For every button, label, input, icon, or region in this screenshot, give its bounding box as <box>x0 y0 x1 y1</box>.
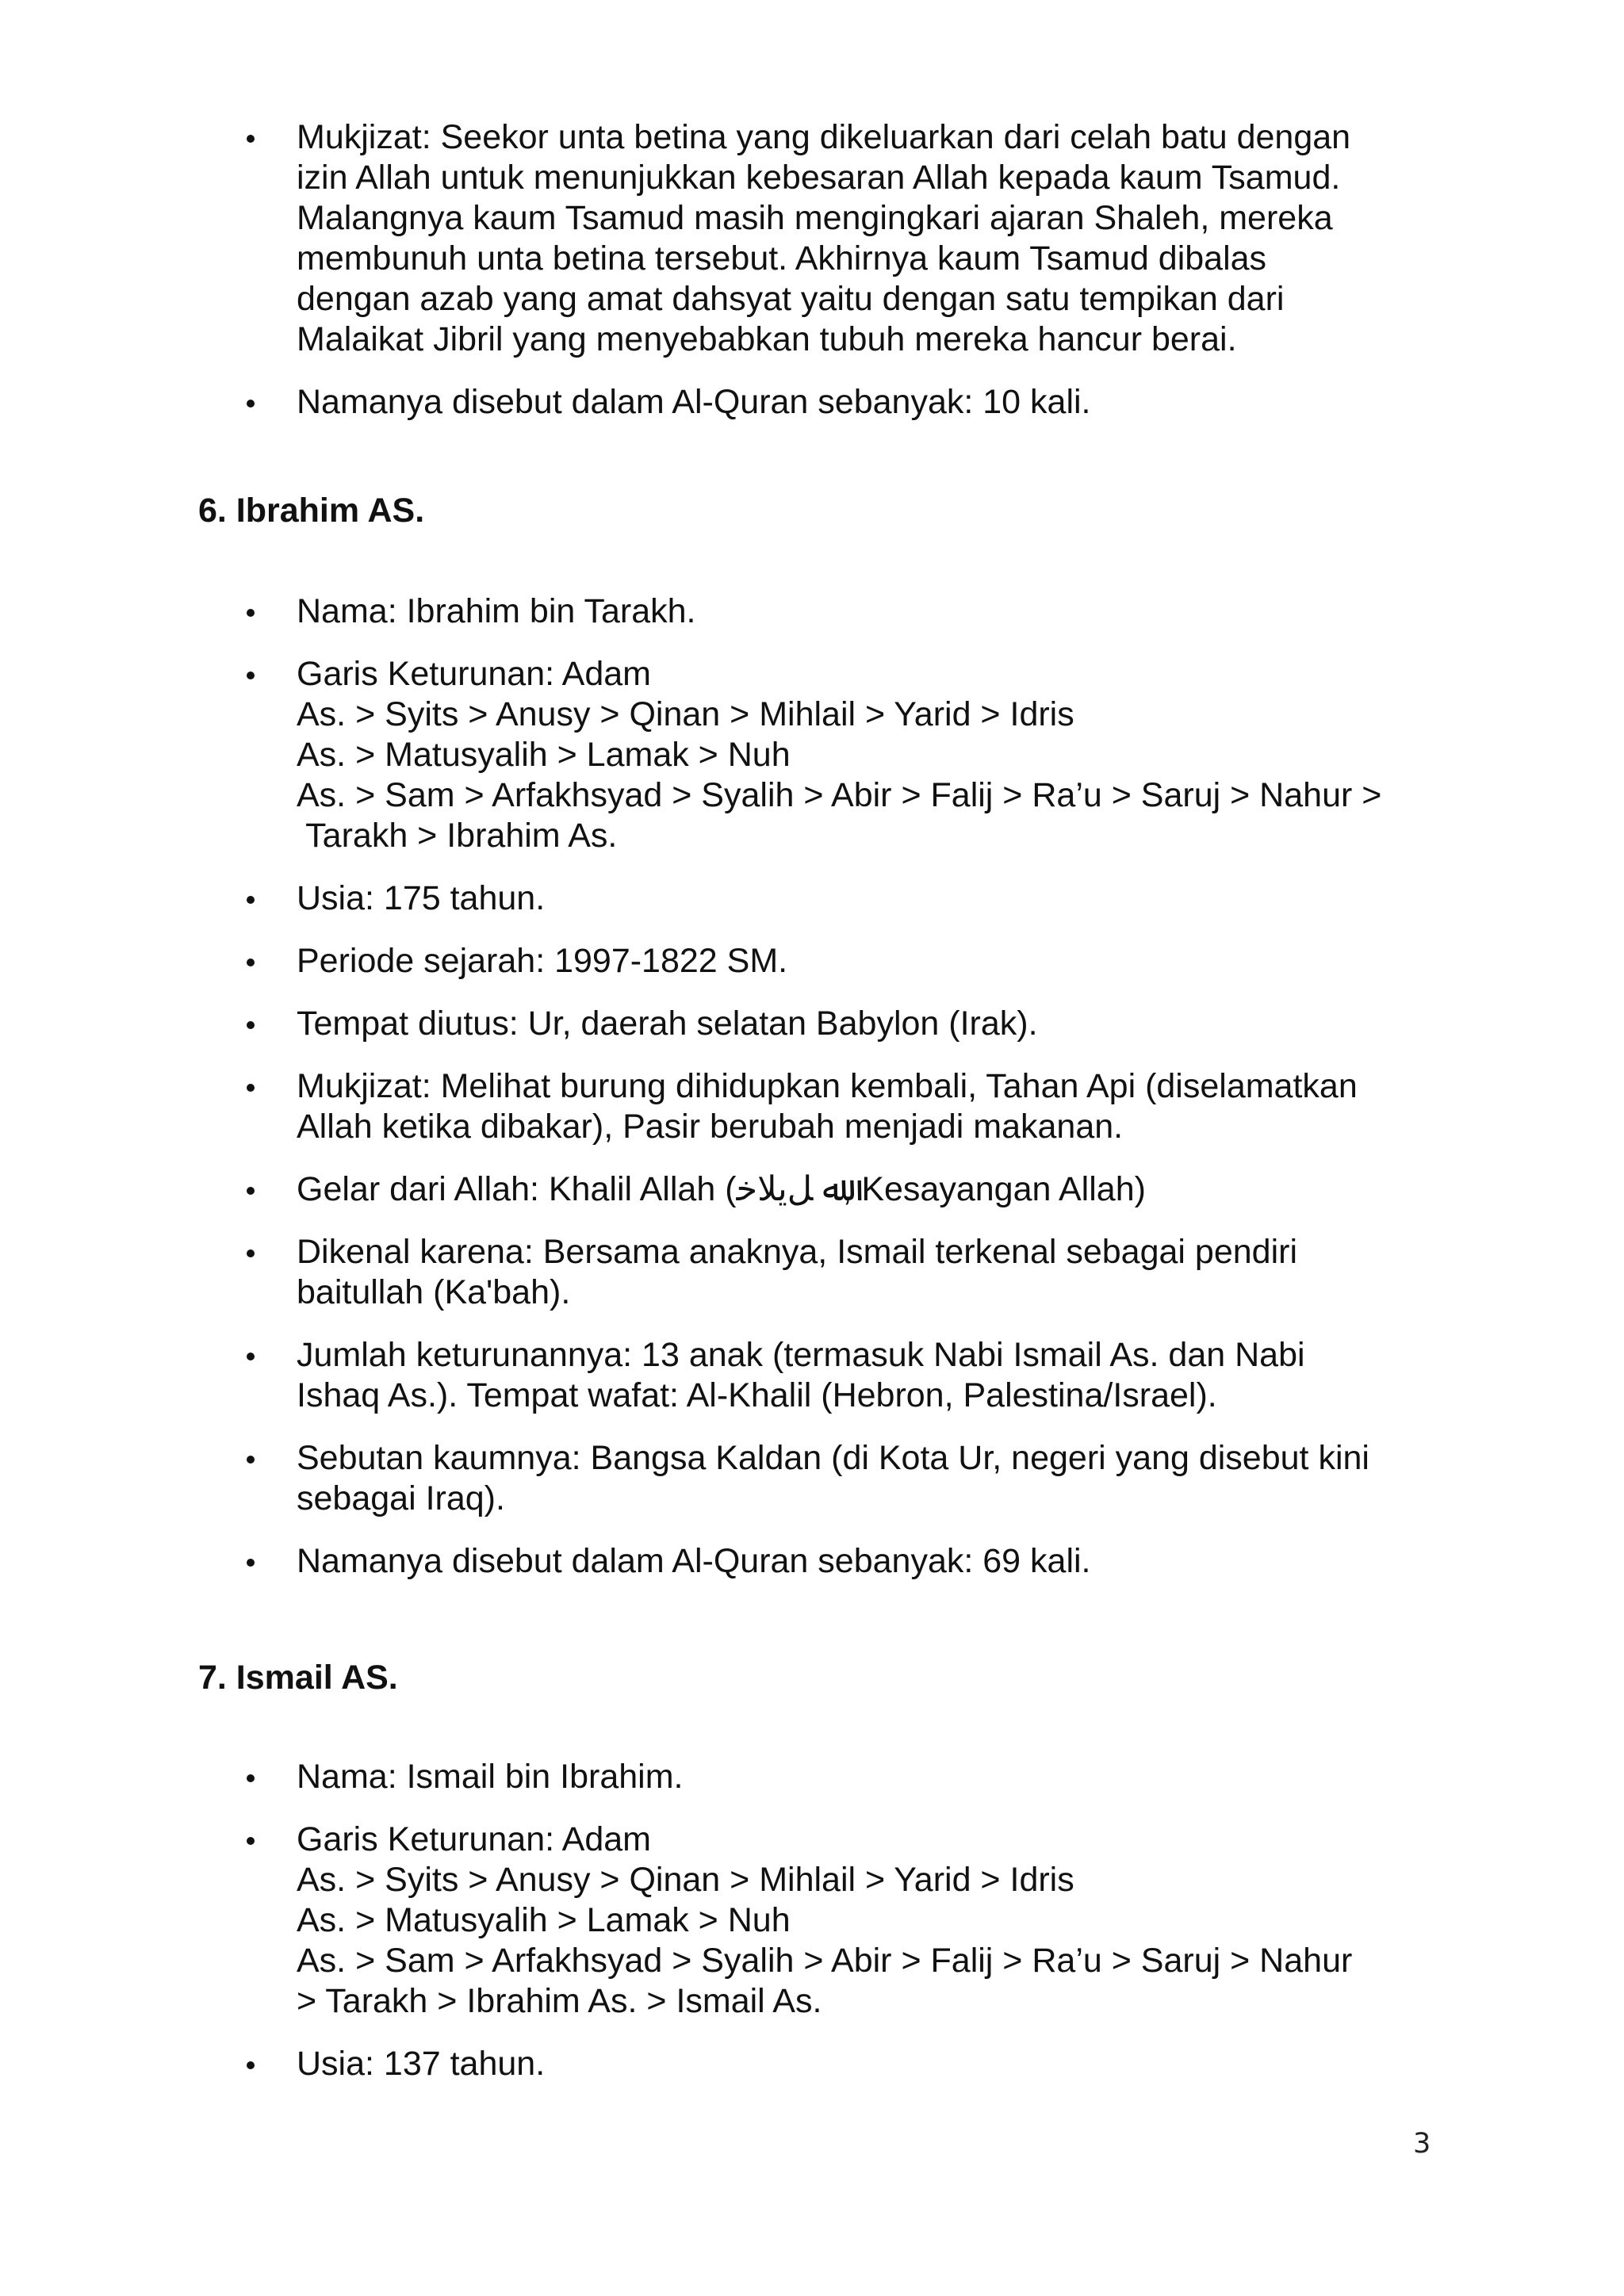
list-item-text-line: Namanya disebut dalam Al-Quran sebanyak: 69 kali. <box>297 1542 1091 1580</box>
bullet-icon <box>247 896 255 904</box>
list-item <box>243 1066 1464 1147</box>
bullet-icon <box>247 1084 255 1092</box>
list-item-text-line: membunuh unta betina tersebut. Akhirnya kaum Tsamud dibalas <box>297 239 1267 277</box>
list-item-text-line: Garis Keturunan: Adam <box>297 1820 651 1858</box>
list-item-text-line: Allah ketika dibakar), Pasir berubah menjadi makanan. <box>297 1108 1124 1146</box>
list-item-text-line: Usia: 137 tahun. <box>297 2045 546 2083</box>
list-item <box>243 1335 1464 1416</box>
list-item-text-line: izin Allah untuk menunjukkan kebesaran Allah kepada kaum Tsamud. <box>297 159 1341 197</box>
bullet-icon <box>247 1021 255 1029</box>
list-item-text-line: Ishaq As.). Tempat wafat: Al-Khalil (Hebron, Palestina/Israel). <box>297 1376 1217 1414</box>
list-item-text-line: sebagai Iraq). <box>297 1479 505 1517</box>
list-item-text-line: Jumlah keturunannya: 13 anak (termasuk Nabi Ismail As. dan Nabi <box>297 1336 1305 1374</box>
list-item <box>243 878 1464 919</box>
list-item-text-line: Namanya disebut dalam Al-Quran sebanyak: 10 kali. <box>297 383 1091 421</box>
list-item <box>243 1757 1464 1797</box>
list-item-text-line: Gelar dari Allah: Khalil Allah (ﷲ ﻞﯾﻼﺧ, Kesayangan Allah) <box>297 1170 1146 1208</box>
list-item <box>243 941 1464 982</box>
bullet-icon <box>247 135 255 143</box>
bullet-icon <box>247 1456 255 1464</box>
list-item-text-line: As. > Sam > Arfakhsyad > Syalih > Abir > Falij > Ra’u > Saruj > Nahur > <box>297 776 1382 814</box>
bullet-icon <box>247 400 255 408</box>
section-heading-ismail: 7. Ismail AS. <box>198 1659 398 1697</box>
bullet-icon <box>247 1774 255 1782</box>
list-item <box>243 2044 1464 2084</box>
list-item-text-line: Periode sejarah: 1997-1822 SM. <box>297 942 788 980</box>
bullet-icon <box>247 1837 255 1845</box>
page-number: 3 <box>1413 2128 1431 2160</box>
bullet-list-ismail <box>243 1757 1464 2107</box>
list-item <box>243 1438 1464 1519</box>
bullet-icon <box>247 1559 255 1567</box>
bullet-icon <box>247 959 255 966</box>
bullet-icon <box>247 672 255 679</box>
section-heading-ibrahim: 6. Ibrahim AS. <box>198 492 425 530</box>
bullet-icon <box>247 1187 255 1195</box>
list-item <box>243 1820 1464 2022</box>
list-item <box>243 1541 1464 1582</box>
list-item <box>243 591 1464 632</box>
list-item-text-line: As. > Syits > Anusy > Qinan > Mihlail > Yarid > Idris <box>297 695 1074 733</box>
bullet-icon <box>247 1353 255 1360</box>
list-item-text-line: Usia: 175 tahun. <box>297 879 546 917</box>
list-item-text-line: baitullah (Ka'bah). <box>297 1273 571 1311</box>
bullet-icon <box>247 609 255 617</box>
list-item <box>243 654 1464 856</box>
list-item-text-line: Tarakh > Ibrahim As. <box>297 817 618 855</box>
list-item <box>243 1004 1464 1044</box>
bullet-icon <box>247 2061 255 2069</box>
list-item-text-line: Mukjizat: Seekor unta betina yang dikeluarkan dari celah batu dengan <box>297 118 1351 156</box>
list-item-text-line: As. > Matusyalih > Lamak > Nuh <box>297 736 791 774</box>
bullet-icon <box>247 1249 255 1257</box>
list-item-text-line: Tempat diutus: Ur, daerah selatan Babylon (Irak). <box>297 1004 1038 1043</box>
list-item-text-line: Malaikat Jibril yang menyebabkan tubuh mereka hancur berai. <box>297 320 1237 358</box>
list-item-text-line: dengan azab yang amat dahsyat yaitu dengan satu tempikan dari <box>297 280 1285 318</box>
bullet-list-prophet-saleh-end <box>243 117 1464 445</box>
list-item-text-line: Nama: Ismail bin Ibrahim. <box>297 1758 684 1796</box>
list-item <box>243 1169 1464 1210</box>
list-item-text-line: As. > Syits > Anusy > Qinan > Mihlail > Yarid > Idris <box>297 1861 1074 1899</box>
list-item <box>243 382 1464 423</box>
list-item-text-line: Dikenal karena: Bersama anaknya, Ismail terkenal sebagai pendiri <box>297 1233 1298 1271</box>
list-item <box>243 117 1464 360</box>
list-item-text-line: Mukjizat: Melihat burung dihidupkan kembali, Tahan Api (diselamatkan <box>297 1067 1358 1105</box>
list-item <box>243 1232 1464 1313</box>
list-item-text-line: Nama: Ibrahim bin Tarakh. <box>297 592 696 630</box>
list-item-text-line: > Tarakh > Ibrahim As. > Ismail As. <box>297 1982 822 2020</box>
list-item-text-line: Garis Keturunan: Adam <box>297 655 651 693</box>
bullet-list-ibrahim <box>243 591 1464 1604</box>
list-item-text-line: Malangnya kaum Tsamud masih mengingkari ajaran Shaleh, mereka <box>297 199 1333 237</box>
list-item-text-line: As. > Matusyalih > Lamak > Nuh <box>297 1901 791 1939</box>
list-item-text-line: Sebutan kaumnya: Bangsa Kaldan (di Kota Ur, negeri yang disebut kini <box>297 1439 1369 1477</box>
list-item-text-line: As. > Sam > Arfakhsyad > Syalih > Abir > Falij > Ra’u > Saruj > Nahur <box>297 1942 1353 1980</box>
